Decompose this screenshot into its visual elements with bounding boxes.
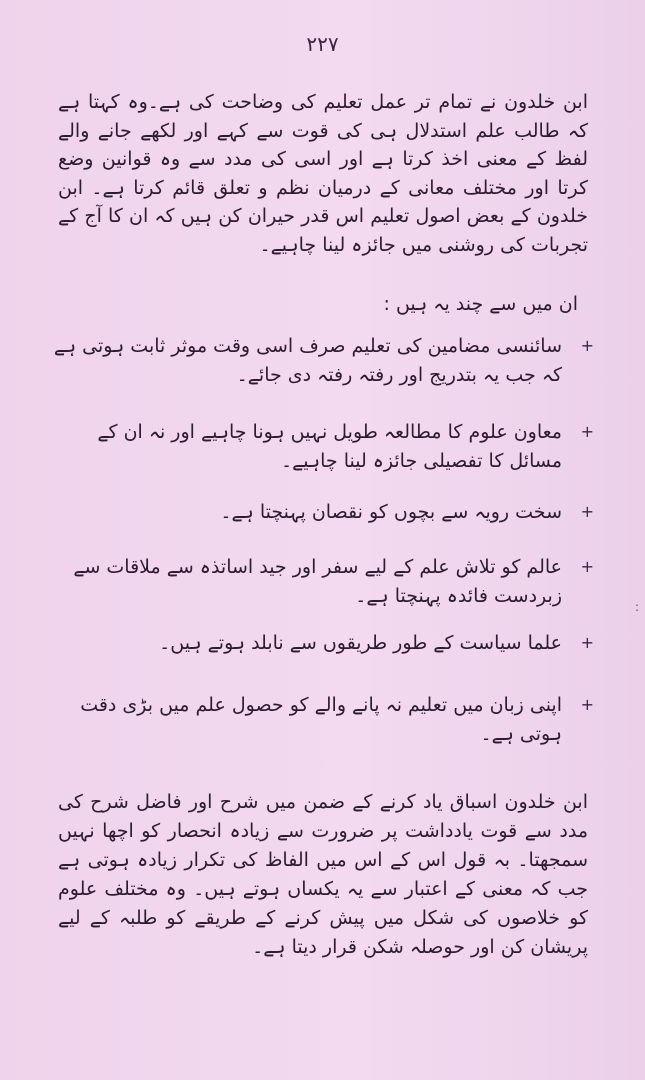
principles-list xyxy=(40,332,600,755)
list-item-text: سائنسی مضامین کی تعلیم صرف اسی وقت موثر ثابت ہوتی ہے کہ جب یہ بتدریج اور رفتہ رفتہ دی جائے۔ xyxy=(53,335,562,386)
list-item-text: معاون علوم کا مطالعہ طویل نہیں ہونا چاہیے اور نہ ان کے مسائل کا تفصیلی جائزہ لینا چاہیے۔ xyxy=(97,421,562,472)
list-item xyxy=(40,498,600,553)
plus-bullet-icon: + xyxy=(580,502,594,521)
plus-bullet-icon: + xyxy=(580,695,594,714)
list-intro: ان میں سے چند یہ ہیں : xyxy=(383,293,578,315)
list-item xyxy=(40,553,600,629)
list-item-text: عالم کو تلاش علم کے لیے سفر اور جید اساتذہ سے ملاقات سے زبردست فائدہ پہنچتا ہے۔ xyxy=(73,556,562,607)
list-item xyxy=(40,629,600,691)
paragraph-2: ابن خلدون اسباق یاد کرنے کے ضمن میں شرح اور فاضل شرح کی مدد سے قوت یادداشت پر ضرورت سے زیادہ انحصار کو اچھا نہیں سمجھتا۔ بہ قول اس کے اس میں الفاظ کی تکرار زیادہ ہوتی ہے جب کہ معنی کے اعتبار سے یہ یکساں ہوتے ہیں۔ وہ مختلف علوم کو خلاصوں کی شکل میں پیش کرنے کے طریقے کو طلبہ کے لیے پریشان کن اور حوصلہ شکن قرار دیتا ہے۔ xyxy=(58,791,588,958)
plus-bullet-icon: + xyxy=(580,422,594,441)
plus-bullet-icon: + xyxy=(580,336,594,355)
list-item xyxy=(40,418,600,498)
page-number: ۲۲۷ xyxy=(306,32,339,56)
list-item xyxy=(40,691,600,755)
list-item-text: اپنی زبان میں تعلیم نہ پانے والے کو حصول علم میں بڑی دقت ہوتی ہے۔ xyxy=(80,694,562,745)
list-item xyxy=(40,332,600,418)
list-item-text: علما سیاست کے طور طریقوں سے نابلد ہوتے ہیں۔ xyxy=(159,632,562,654)
list-item-text: سخت رویہ سے بچوں کو نقصان پہنچتا ہے۔ xyxy=(220,501,562,523)
margin-dot-decoration: : xyxy=(634,600,639,614)
plus-bullet-icon: + xyxy=(580,633,594,652)
paragraph-1: ابن خلدون نے تمام تر عمل تعلیم کی وضاحت کی ہے۔وہ کہتا ہے کہ طالب علم استدلال ہی کی قوت سے کہے اور لکھے جانے والے لفظ کے معنی اخذ کرتا ہے اور اسی کی مدد سے وہ قوانین وضع کرتا اور مختلف معانی کے درمیان نظم و تعلق قائم کرتا ہے۔ ابن خلدون کے بعض اصول تعلیم اس قدر حیران کن ہیں کہ ان کا آج کے تجربات کی روشنی میں جائزہ لینا چاہیے۔ xyxy=(58,91,588,256)
plus-bullet-icon: + xyxy=(580,557,594,576)
